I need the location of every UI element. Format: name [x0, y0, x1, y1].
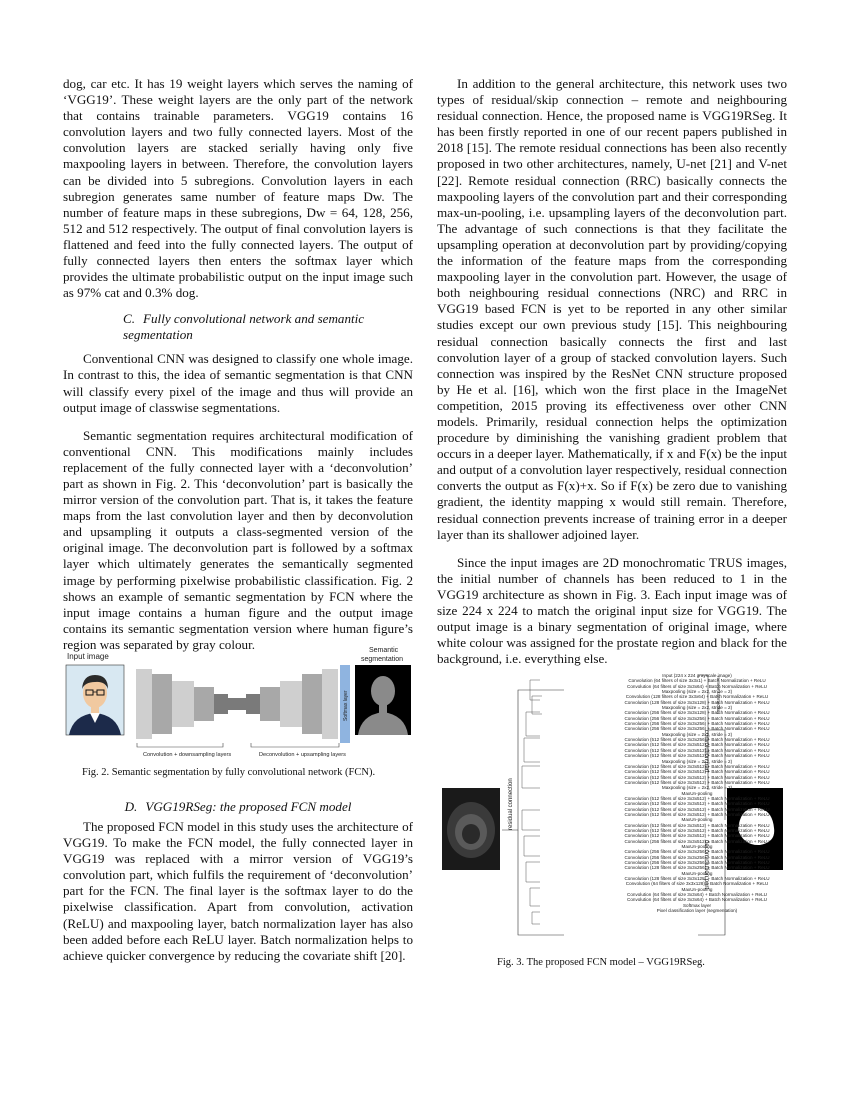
network-layer: Convolution (256 filters of size 3x3x256) + Batch Normalization + ReLU — [624, 726, 770, 732]
figure-2 — [63, 645, 413, 765]
network-layer: MaxUn-pooling — [681, 817, 713, 823]
fcn-diagram — [63, 645, 413, 765]
deconv-part-label: deconvolution part — [703, 840, 709, 890]
segmentation-output — [355, 665, 411, 735]
output-label-2: segmentation — [361, 656, 404, 663]
network-layer: MaxUn-pooling — [681, 844, 713, 849]
network-layer: Input (224 x 224 grayscale image) — [662, 673, 732, 678]
network-layer: Maxpooling (size = 2x2, stride = 2) — [661, 689, 733, 695]
network-layer: Convolution (64 filters of size 3x3x1) + Batch Normalization + ReLU — [628, 678, 766, 684]
network-layer: Convolution (256 filters of size 3x3x512) + Batch Normalization + ReLU — [624, 838, 770, 844]
network-layer: Maxpooling (size = 2x2, stride = 2) — [661, 731, 733, 737]
figure-3-caption: Fig. 3. The proposed FCN model – VGG19RSeg. — [497, 957, 705, 968]
network-layer: Convolution (512 filters of size 3x3x512) + Batch Normalization + ReLU — [624, 827, 770, 833]
paragraph: The proposed FCN model in this study uses the architecture of VGG19. To make the FCN model, the fully connected layer in VGG19 was replaced with a mirror version of VGG19’s convolution part, which fulfils the requirement of ‘deconvolution’ part for the FCN. The final layer is the softmax layer to do the pixelwise classification. Apart from convolution, activation (ReLU) and maxpooling layer, batch normalization layer has also been added before each ReLU layer. Batch normalization helps to achieve quicker convergence by reducing the covariate shift [20]. — [63, 819, 413, 963]
layer-blocks — [136, 665, 350, 743]
paragraph: Semantic segmentation requires architectural modification of conventional CNN. This modifications mainly includes replacement of the fully connected layer with a ‘deconvolution’ part as shown in Fig. 2. This ‘deconvolution’ part is basically the mirror version of the convolution part. That is, it takes the feature maps from the last convolution layer and then by deconvolution and upsampling it outputs a class-segmented version of the original image. The deconvolution part is followed by a softmax layer which ultimately generates the semantically segmented image by performing pixelwise probabilistic classification. Fig. 2 shows an example of semantic segmentation by FCN where the input image contains a human figure and the output image contains its semantic segmentation version where human figure’s region was separated by gray colour. — [63, 427, 413, 652]
layer-list — [567, 673, 827, 913]
network-layer: Convolution (256 filters of size 3x3x256) + Batch Normalization + ReLU — [624, 715, 770, 721]
residual-connection-label: residual connection — [508, 778, 514, 830]
input-image-label: Input image — [67, 652, 109, 661]
network-layer: Convolution (64 filters of size 3x3x128) + Batch Normalization + ReLU — [625, 881, 769, 887]
network-layer: Convolution (256 filters of size 3x3x256) + Batch Normalization + ReLU — [624, 721, 770, 727]
deconv-label: Deconvolution + upsampling layers — [259, 752, 346, 758]
network-layer: MaxUn-pooling — [681, 790, 713, 796]
network-layer: Convolution (512 filters of size 3x3x512) + Batch Normalization + ReLU — [624, 806, 770, 812]
network-layer: Convolution (64 filters of size 3x3x64) + Batch Normalization + ReLU — [627, 892, 767, 898]
network-layer: Pixel classification layer (segmentation) — [656, 908, 738, 914]
output-label-1: Semantic — [369, 647, 399, 654]
network-layer: Convolution (512 filters of size 3x3x512) + Batch Normalization + ReLU — [624, 753, 770, 759]
trus-input-image — [442, 788, 500, 870]
network-layer: Convolution (512 filters of size 3x3x512) + Batch Normalization + ReLU — [624, 833, 770, 839]
network-layer: Maxpooling (size = 2x2, stride = 2) — [661, 705, 733, 711]
section-heading-c — [123, 311, 413, 343]
network-layer: Convolution (128 filters of size 3x3x64) + Batch Normalization + ReLU — [625, 694, 769, 700]
network-layer: Maxpooling (size = 2x2, stride = 2) — [661, 758, 733, 764]
network-layer: Convolution (128 filters of size 3x3x128) + Batch Normalization + ReLU — [624, 876, 770, 882]
network-layer: Convolution (256 filters of size 3x3x256) + Batch Normalization + ReLU — [624, 854, 770, 860]
conv-part-label: convolution part — [703, 730, 709, 773]
network-layer: MaxUn-pooling — [681, 870, 713, 876]
network-layer: Convolution (512 filters of size 3x3x512) + Batch Normalization + ReLU — [624, 742, 770, 748]
network-layer: Convolution (64 filters of size 3x3x64) + Batch Normalization + ReLU — [627, 683, 767, 689]
left-column-bottom — [63, 799, 413, 964]
network-layer: Convolution (512 filters of size 3x3x256) + Batch Normalization + ReLU — [624, 737, 770, 743]
figure-3 — [440, 670, 785, 945]
network-layer: Convolution (512 filters of size 3x3x512) + Batch Normalization + ReLU — [624, 795, 770, 801]
network-layer: Convolution (512 filters of size 3x3x512) + Batch Normalization + ReLU — [624, 822, 770, 828]
network-layer: Softmax layer — [682, 902, 712, 908]
network-layer: Convolution (512 filters of size 3x3x512) + Batch Normalization + ReLU — [624, 811, 770, 817]
right-column — [437, 76, 787, 667]
left-column — [63, 76, 413, 653]
network-layer: Convolution (128 filters of size 3x3x256) + Batch Normalization + ReLU — [624, 865, 770, 871]
softmax-label: Softmax layer — [343, 690, 349, 721]
paragraph: In addition to the general architecture, this network uses two types of residual/skip connection – remote and neighbouring residual connection. Hence, the proposed name is VGG19RSeg. It has been firstly reported in one of our recent papers published in 2018 [15]. The remote residual connections has been also recently proposed in two other architectures, namely, U-net [21] and V-net [22]. Remote residual connection (RRC) basically connects the maxpooling layers of the convolution part and their corresponding max-un-pooling, i.e. upsampling layers of the deconvolution part. The advantage of such connections is that they facilitate the upsampling operation at deconvolution part by providing/copying the information of the feature maps from the corresponding maxpooling layer in the convolution part. However, the usage of both neighbouring residual connections (NRC) and RRC in VGG19 based FCN is yet to be reported in any other similar studies except our own previous study [15]. This neighbouring residual connection basically connects the first and last convolution layer of a group of stacked convolution layers. Such connection was inspired by the ResNet CNN structure proposed by He et al. [16], which won the first place in the ImageNet competition, 2015 proving its effectiveness over other CNN models. Primarily, residual connection helps the optimization procedure by diminishing the vanishing gradient problem that occurs in a deeper layer. Mathematically, if x and F(x) be the input and output of a convolution layer respectively, residual connection converts the output as F(x)+x. So if F(x) be zero due to vanishing gradient, the identity mapping x would still remain. Therefore, residual connection prevents increase of training error in a deeper layer than its shallower adjoined layer. — [437, 76, 787, 542]
section-letter: C. — [123, 311, 136, 327]
section-heading-d — [63, 799, 413, 815]
network-layer: Convolution (512 filters of size 3x3x512) + Batch Normalization + ReLU — [624, 801, 770, 807]
paragraph: Conventional CNN was designed to classify one whole image. In contrast to this, the idea of semantic segmentation is that CNN will classify every pixel of the image and thus will provide an output image of classwise segmentations. — [63, 351, 413, 415]
paragraph: Since the input images are 2D monochromatic TRUS images, the initial number of channels has been reduced to 1 in the VGG19 architecture as shown in Fig. 3. Each input image was of size 224 x 224 to match the original input size for VGG19. The output image is a binary segmentation of original image, where white colour was assigned for the prostate region and black for the background, i.e. everything else. — [437, 554, 787, 667]
section-letter: D. — [124, 799, 138, 814]
remote-connection-label: remote connection — [716, 676, 721, 714]
network-layer: Convolution (512 filters of size 3x3x512) + Batch Normalization + ReLU — [624, 763, 770, 769]
section-title: VGG19RSeg: the proposed FCN model — [145, 799, 352, 814]
network-layer: Convolution (256 filters of size 3x3x256) + Batch Normalization + ReLU — [624, 849, 770, 855]
network-layer: Convolution (256 filters of size 3x3x128) + Batch Normalization + ReLU — [624, 710, 770, 716]
network-layer: Convolution (64 filters of size 3x3x64) + Batch Normalization + ReLU — [627, 897, 767, 903]
network-layer: Convolution (512 filters of size 3x3x512) + Batch Normalization + ReLU — [624, 779, 770, 785]
network-layer: Convolution (512 filters of size 3x3x512) + Batch Normalization + ReLU — [624, 774, 770, 780]
conv-label: Convolution + downsampling layers — [143, 752, 232, 758]
figure-2-caption: Fig. 2. Semantic segmentation by fully convolutional network (FCN). — [82, 767, 376, 778]
person-icon — [66, 665, 124, 735]
network-layer: Maxpooling (size = 2x2, stride = 2) — [661, 785, 733, 791]
network-layer: Convolution (512 filters of size 3x3x512) + Batch Normalization + ReLU — [624, 747, 770, 753]
section-title: Fully convolutional network and semantic segmentation — [123, 311, 365, 343]
network-layer: MaxUn-pooling — [681, 886, 713, 892]
network-layer: Convolution (128 filters of size 3x3x128) + Batch Normalization + ReLU — [624, 699, 770, 705]
network-layer: Convolution (256 filters of size 3x3x256) + Batch Normalization + ReLU — [624, 860, 770, 866]
paragraph: dog, car etc. It has 19 weight layers which serves the naming of ‘VGG19’. These weight layers are the only part of the network that contains trainable parameters. VGG19 contains 16 convolution layers and two fully connected layers. Most of the convolution layers are stacked serially having only five maxpooling layers in between. Therefore, the convolution layers can be divided into 5 subregions. Convolution layers in each subregion generates same number of feature maps Dw. The number of feature maps in these subregions, Dw = 64, 128, 256, 512 and 512 respectively. The output of final convolution layers is flattened and feed into the fully connected layers. The output of fully connected layers then enters the softmax layer which provides the ultimate probabilistic output on the input image such as 97% cat and 0.3% dog. — [63, 76, 413, 301]
network-layer: Convolution (512 filters of size 3x3x512) + Batch Normalization + ReLU — [624, 769, 770, 775]
